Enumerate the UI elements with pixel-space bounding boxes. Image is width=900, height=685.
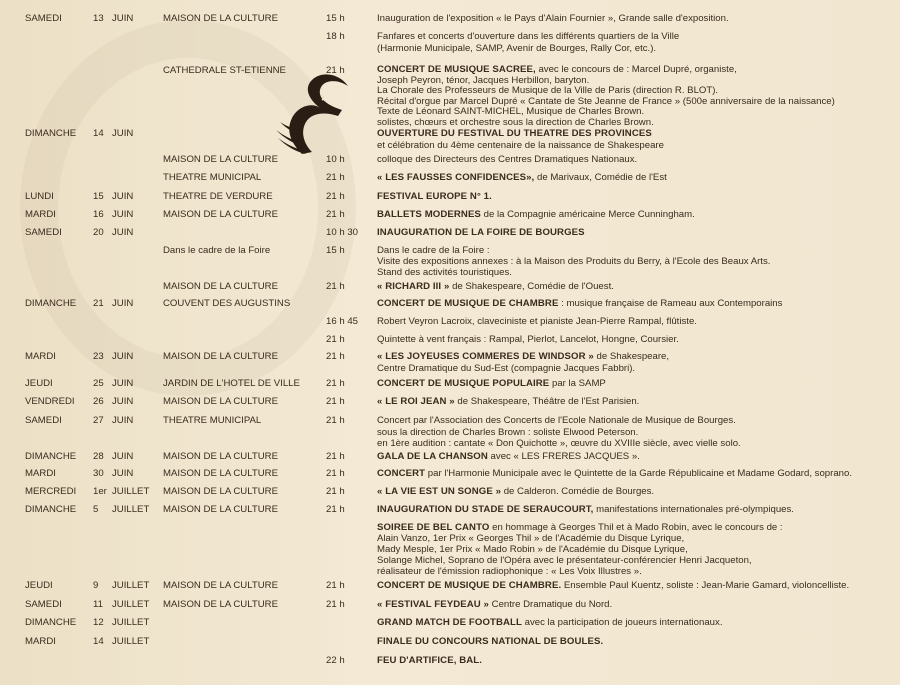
- description-text: Centre Dramatique du Nord.: [489, 599, 613, 610]
- entry-time: 21 h: [326, 191, 345, 202]
- entry-time: 15 h: [326, 13, 345, 24]
- description-highlight: FINALE DU CONCOURS NATIONAL DE BOULES.: [377, 636, 604, 647]
- entry-date: 14: [93, 636, 104, 647]
- entry-venue: COUVENT DES AUGUSTINS: [163, 298, 291, 309]
- description-line: [377, 209, 897, 221]
- description-text: de Marivaux, Comédie de l'Est: [534, 172, 667, 183]
- entry-description: [377, 227, 897, 239]
- entry-description: [377, 396, 897, 408]
- description-highlight: CONCERT DE MUSIQUE DE CHAMBRE.: [377, 580, 562, 591]
- description-text: Ensemble Paul Kuentz, soliste : Jean-Marie Gamard, violoncelliste.: [561, 580, 850, 591]
- description-highlight: CONCERT DE MUSIQUE SACREE,: [377, 64, 536, 75]
- entry-venue: MAISON DE LA CULTURE: [163, 13, 278, 24]
- description-highlight: « RICHARD III »: [377, 281, 450, 292]
- description-text: de Shakespeare, Théâtre de l'Est Parisien.: [454, 396, 640, 407]
- entry-time: 21 h: [326, 351, 345, 362]
- entry-time: 21 h: [326, 451, 345, 462]
- description-line: [377, 504, 897, 516]
- description-text: Robert Veyron Lacroix, claveciniste et pianiste Jean-Pierre Rampal, flûtiste.: [377, 316, 697, 327]
- description-text: et célébration du 4ème centenaire de la naissance de Shakespeare: [377, 139, 664, 151]
- description-line: [377, 281, 897, 293]
- entry-date: 30: [93, 468, 104, 479]
- description-line: [377, 118, 897, 129]
- entry-venue: MAISON DE LA CULTURE: [163, 396, 278, 407]
- entry-venue: MAISON DE LA CULTURE: [163, 468, 278, 479]
- entry-time: 21 h: [326, 486, 345, 497]
- entry-venue: MAISON DE LA CULTURE: [163, 351, 278, 362]
- description-line: [377, 468, 897, 480]
- entry-weekday: JEUDI: [25, 378, 53, 389]
- entry-venue: Dans le cadre de la Foire: [163, 245, 271, 256]
- description-text: par la SAMP: [549, 378, 606, 389]
- entry-weekday: DIMANCHE: [25, 617, 77, 628]
- entry-month: JUILLET: [112, 617, 150, 628]
- entry-description: [377, 504, 897, 516]
- description-text: avec le concours de : Marcel Dupré, organiste,: [535, 64, 737, 75]
- entry-weekday: SAMEDI: [25, 599, 62, 610]
- entry-month: JUILLET: [112, 504, 150, 515]
- entry-time: 18 h: [326, 31, 345, 42]
- description-line: [377, 617, 897, 629]
- entry-description: [377, 209, 897, 221]
- entry-time: 15 h: [326, 245, 345, 256]
- description-text: sous la direction de Charles Brown : soliste Elwood Peterson.: [377, 426, 639, 438]
- entry-time: 21 h: [326, 209, 345, 220]
- description-line: [377, 154, 897, 166]
- description-line: [377, 533, 897, 544]
- entry-date: 21: [93, 298, 104, 309]
- entry-weekday: MARDI: [25, 209, 56, 220]
- entry-time: 21 h: [326, 172, 345, 183]
- description-line: [377, 451, 897, 463]
- entry-description: [377, 334, 897, 346]
- entry-time: 10 h: [326, 154, 345, 165]
- entry-date: 13: [93, 13, 104, 24]
- entry-venue: THEATRE MUNICIPAL: [163, 415, 262, 426]
- entry-weekday: SAMEDI: [25, 227, 62, 238]
- description-text: Joseph Peyron, ténor, Jacques Herbillon, baryton.: [377, 74, 590, 86]
- description-line: [377, 415, 897, 427]
- entry-weekday: VENDREDI: [25, 396, 75, 407]
- entry-month: JUIN: [112, 227, 134, 238]
- description-highlight: GRAND MATCH DE FOOTBALL: [377, 617, 522, 628]
- description-line: [377, 298, 897, 310]
- description-highlight: CONCERT DE MUSIQUE POPULAIRE: [377, 378, 550, 389]
- entry-description: [377, 378, 897, 390]
- description-line: [377, 378, 897, 390]
- entry-venue: THEATRE DE VERDURE: [163, 191, 273, 202]
- entry-date: 16: [93, 209, 104, 220]
- entry-date: 23: [93, 351, 104, 362]
- entry-date: 26: [93, 396, 104, 407]
- entry-month: JUILLET: [112, 580, 150, 591]
- entry-description: [377, 65, 897, 128]
- description-text: Récital d'orgue par Marcel Dupré « Cantate de Ste Jeanne de France » (500e anniversaire de la naissance): [377, 95, 835, 107]
- description-text: : musique française de Rameau aux Contemporains: [558, 298, 783, 309]
- entry-date: 12: [93, 617, 104, 628]
- entry-month: JUIN: [112, 396, 134, 407]
- description-line: [377, 267, 897, 278]
- entry-weekday: DIMANCHE: [25, 128, 77, 139]
- entry-time: 21 h: [326, 468, 345, 479]
- description-line: [377, 580, 897, 592]
- entry-venue: CATHEDRALE ST-ETIENNE: [163, 65, 286, 76]
- entry-venue: MAISON DE LA CULTURE: [163, 154, 278, 165]
- entry-venue: MAISON DE LA CULTURE: [163, 451, 278, 462]
- description-highlight: INAUGURATION DU STADE DE SERAUCOURT,: [377, 504, 594, 515]
- entry-description: [377, 636, 897, 648]
- description-line: [377, 128, 897, 140]
- entry-month: JUIN: [112, 191, 134, 202]
- entry-time: 21 h: [326, 396, 345, 407]
- description-text: avec « LES FRERES JACQUES ».: [487, 451, 640, 462]
- entry-description: [377, 522, 897, 577]
- description-line: [377, 396, 897, 408]
- description-text: de Shakespeare, Comédie de l'Ouest.: [449, 281, 614, 292]
- description-text: de Calderon. Comédie de Bourges.: [501, 486, 655, 497]
- entry-description: [377, 617, 897, 629]
- entry-time: 22 h: [326, 655, 345, 666]
- entry-weekday: LUNDI: [25, 191, 54, 202]
- description-text: de la Compagnie américaine Merce Cunningham.: [480, 209, 695, 220]
- entry-time: 21 h: [326, 334, 345, 345]
- entry-weekday: JEUDI: [25, 580, 53, 591]
- description-highlight: « LES JOYEUSES COMMERES DE WINDSOR »: [377, 351, 594, 362]
- description-text: par l'Harmonie Municipale avec le Quintette de la Garde Républicaine et Madame Godard, soprano.: [425, 468, 852, 479]
- entry-description: [377, 154, 897, 166]
- entry-venue: MAISON DE LA CULTURE: [163, 486, 278, 497]
- entry-weekday: MARDI: [25, 468, 56, 479]
- entry-month: JUIN: [112, 13, 134, 24]
- entry-date: 15: [93, 191, 104, 202]
- entry-date: 14: [93, 128, 104, 139]
- description-highlight: CONCERT DE MUSIQUE DE CHAMBRE: [377, 298, 559, 309]
- entry-date: 1er: [93, 486, 107, 497]
- entry-description: [377, 191, 897, 203]
- description-text: en 1ère audition : cantate « Don Quichotte », œuvre du XVIIIe siècle, avec vielle solo.: [377, 438, 741, 449]
- description-line: [377, 316, 897, 328]
- entry-description: [377, 172, 897, 184]
- entry-date: 25: [93, 378, 104, 389]
- entry-date: 5: [93, 504, 99, 515]
- festival-f-logo-icon: [272, 72, 350, 154]
- entry-weekday: MERCREDI: [25, 486, 77, 497]
- description-line: [377, 363, 897, 375]
- description-line: [377, 13, 897, 25]
- entry-description: [377, 316, 897, 328]
- description-highlight: FESTIVAL EUROPE N° 1.: [377, 191, 492, 202]
- entry-month: JUIN: [112, 451, 134, 462]
- description-text: manifestations internationales pré-olympiques.: [593, 504, 794, 515]
- description-highlight: FEU D'ARTIFICE, BAL.: [377, 655, 483, 666]
- description-highlight: INAUGURATION DE LA FOIRE DE BOURGES: [377, 227, 585, 238]
- entry-description: [377, 486, 897, 498]
- description-text: en hommage à Georges Thil et à Mado Robin, avec le concours de :: [489, 522, 783, 533]
- description-line: [377, 555, 897, 566]
- entry-venue: MAISON DE LA CULTURE: [163, 209, 278, 220]
- description-text: avec la participation de joueurs internationaux.: [521, 617, 723, 628]
- entry-time: 21 h: [326, 281, 345, 292]
- description-text: de Shakespeare,: [593, 351, 670, 362]
- entry-date: 20: [93, 227, 104, 238]
- description-line: [377, 351, 897, 363]
- description-line: [377, 566, 897, 577]
- entry-venue: MAISON DE LA CULTURE: [163, 281, 278, 292]
- description-text: Fanfares et concerts d'ouverture dans les différents quartiers de la Ville: [377, 31, 680, 42]
- entry-description: [377, 298, 897, 310]
- entry-description: [377, 245, 897, 278]
- entry-month: JUILLET: [112, 486, 150, 497]
- entry-month: JUILLET: [112, 636, 150, 647]
- description-text: colloque des Directeurs des Centres Dramatiques Nationaux.: [377, 154, 638, 165]
- description-highlight: « LE ROI JEAN »: [377, 396, 455, 407]
- description-highlight: CONCERT: [377, 468, 426, 479]
- description-line: [377, 522, 897, 533]
- description-line: [377, 140, 897, 152]
- entry-venue: JARDIN DE L'HOTEL DE VILLE: [163, 378, 300, 389]
- description-text: Stand des activités touristiques.: [377, 267, 512, 278]
- description-line: [377, 636, 897, 648]
- entry-weekday: SAMEDI: [25, 415, 62, 426]
- description-text: réalisateur de l'émission radiophonique : « Les Voix Illustres ».: [377, 566, 642, 577]
- entry-weekday: DIMANCHE: [25, 298, 77, 309]
- entry-time: 10 h 30: [326, 227, 359, 238]
- description-text: La Chorale des Professeurs de Musique de la Ville de Paris (direction R. BLOT).: [377, 85, 719, 96]
- entry-month: JUIN: [112, 209, 134, 220]
- description-line: [377, 438, 897, 450]
- description-highlight: « FESTIVAL FEYDEAU »: [377, 599, 489, 610]
- entry-description: [377, 655, 897, 667]
- entry-description: [377, 451, 897, 463]
- description-line: [377, 256, 897, 267]
- description-line: [377, 427, 897, 439]
- description-text: Visite des expositions annexes : à la Maison des Produits du Berry, à l'Ecole des Beaux Arts.: [377, 256, 771, 267]
- entry-weekday: DIMANCHE: [25, 504, 77, 515]
- entry-description: [377, 580, 897, 592]
- description-text: solistes, chœurs et orchestre sous la direction de Charles Brown.: [377, 116, 654, 128]
- description-line: [377, 334, 897, 346]
- description-line: [377, 43, 897, 55]
- description-line: [377, 245, 897, 256]
- description-line: [377, 599, 897, 611]
- entry-time: 21 h: [326, 580, 345, 591]
- description-line: [377, 486, 897, 498]
- entry-month: JUILLET: [112, 599, 150, 610]
- entry-weekday: MARDI: [25, 636, 56, 647]
- entry-time: 21 h: [326, 65, 345, 76]
- description-line: [377, 544, 897, 555]
- entry-venue: MAISON DE LA CULTURE: [163, 580, 278, 591]
- description-highlight: « LA VIE EST UN SONGE »: [377, 486, 502, 497]
- description-highlight: SOIREE DE BEL CANTO: [377, 522, 490, 533]
- entry-time: 21 h: [326, 415, 345, 426]
- entry-description: [377, 13, 897, 25]
- entry-month: JUIN: [112, 378, 134, 389]
- entry-description: [377, 31, 897, 54]
- entry-date: 27: [93, 415, 104, 426]
- entry-venue: THEATRE MUNICIPAL: [163, 172, 262, 183]
- entry-description: [377, 415, 897, 450]
- entry-month: JUIN: [112, 468, 134, 479]
- description-highlight: « LES FAUSSES CONFIDENCES»,: [377, 172, 535, 183]
- description-text: (Harmonie Municipale, SAMP, Avenir de Bourges, Rally Cor, etc.).: [377, 42, 657, 54]
- description-highlight: GALA DE LA CHANSON: [377, 451, 488, 462]
- description-highlight: OUVERTURE DU FESTIVAL DU THEATRE DES PROVINCES: [377, 128, 652, 139]
- entry-time: 21 h: [326, 378, 345, 389]
- description-line: [377, 31, 897, 43]
- entry-weekday: DIMANCHE: [25, 451, 77, 462]
- entry-date: 9: [93, 580, 99, 591]
- entry-date: 11: [93, 599, 103, 610]
- description-text: Quintette à vent français : Rampal, Pierlot, Lancelot, Hongne, Coursier.: [377, 334, 679, 345]
- description-text: Dans le cadre de la Foire :: [377, 245, 490, 256]
- entry-description: [377, 351, 897, 374]
- entry-time: 21 h: [326, 599, 345, 610]
- description-line: [377, 655, 897, 667]
- entry-month: JUIN: [112, 128, 134, 139]
- entry-weekday: SAMEDI: [25, 13, 62, 24]
- description-highlight: BALLETS MODERNES: [377, 209, 481, 220]
- description-text: Concert par l'Association des Concerts de l'Ecole Nationale de Musique de Bourges.: [377, 415, 736, 426]
- entry-month: JUIN: [112, 298, 134, 309]
- entry-month: JUIN: [112, 415, 134, 426]
- entry-venue: MAISON DE LA CULTURE: [163, 599, 278, 610]
- description-line: [377, 227, 897, 239]
- description-text: Texte de Léonard SAINT-MICHEL, Musique de Charles Brown.: [377, 106, 645, 117]
- entry-time: 21 h: [326, 504, 345, 515]
- description-line: [377, 191, 897, 203]
- description-text: Centre Dramatique du Sud-Est (compagnie Jacques Fabbri).: [377, 362, 636, 374]
- description-text: Alain Vanzo, 1er Prix « Georges Thil » de l'Académie du Disque Lyrique,: [377, 533, 685, 544]
- entry-weekday: MARDI: [25, 351, 56, 362]
- entry-venue: MAISON DE LA CULTURE: [163, 504, 278, 515]
- entry-date: 28: [93, 451, 104, 462]
- entry-description: [377, 599, 897, 611]
- entry-description: [377, 468, 897, 480]
- description-text: Mady Mesple, 1er Prix « Mado Robin » de l'Académie du Disque Lyrique,: [377, 544, 688, 555]
- description-text: Inauguration de l'exposition « le Pays d'Alain Fournier », Grande salle d'exposition.: [377, 13, 729, 24]
- entry-time: 16 h 45: [326, 316, 359, 327]
- description-line: [377, 172, 897, 184]
- entry-description: [377, 128, 897, 151]
- description-text: Solange Michel, Soprano de l'Opéra avec le présentateur-conférencier Henri Jacqueton,: [377, 555, 752, 566]
- entry-month: JUIN: [112, 351, 134, 362]
- entry-description: [377, 281, 897, 293]
